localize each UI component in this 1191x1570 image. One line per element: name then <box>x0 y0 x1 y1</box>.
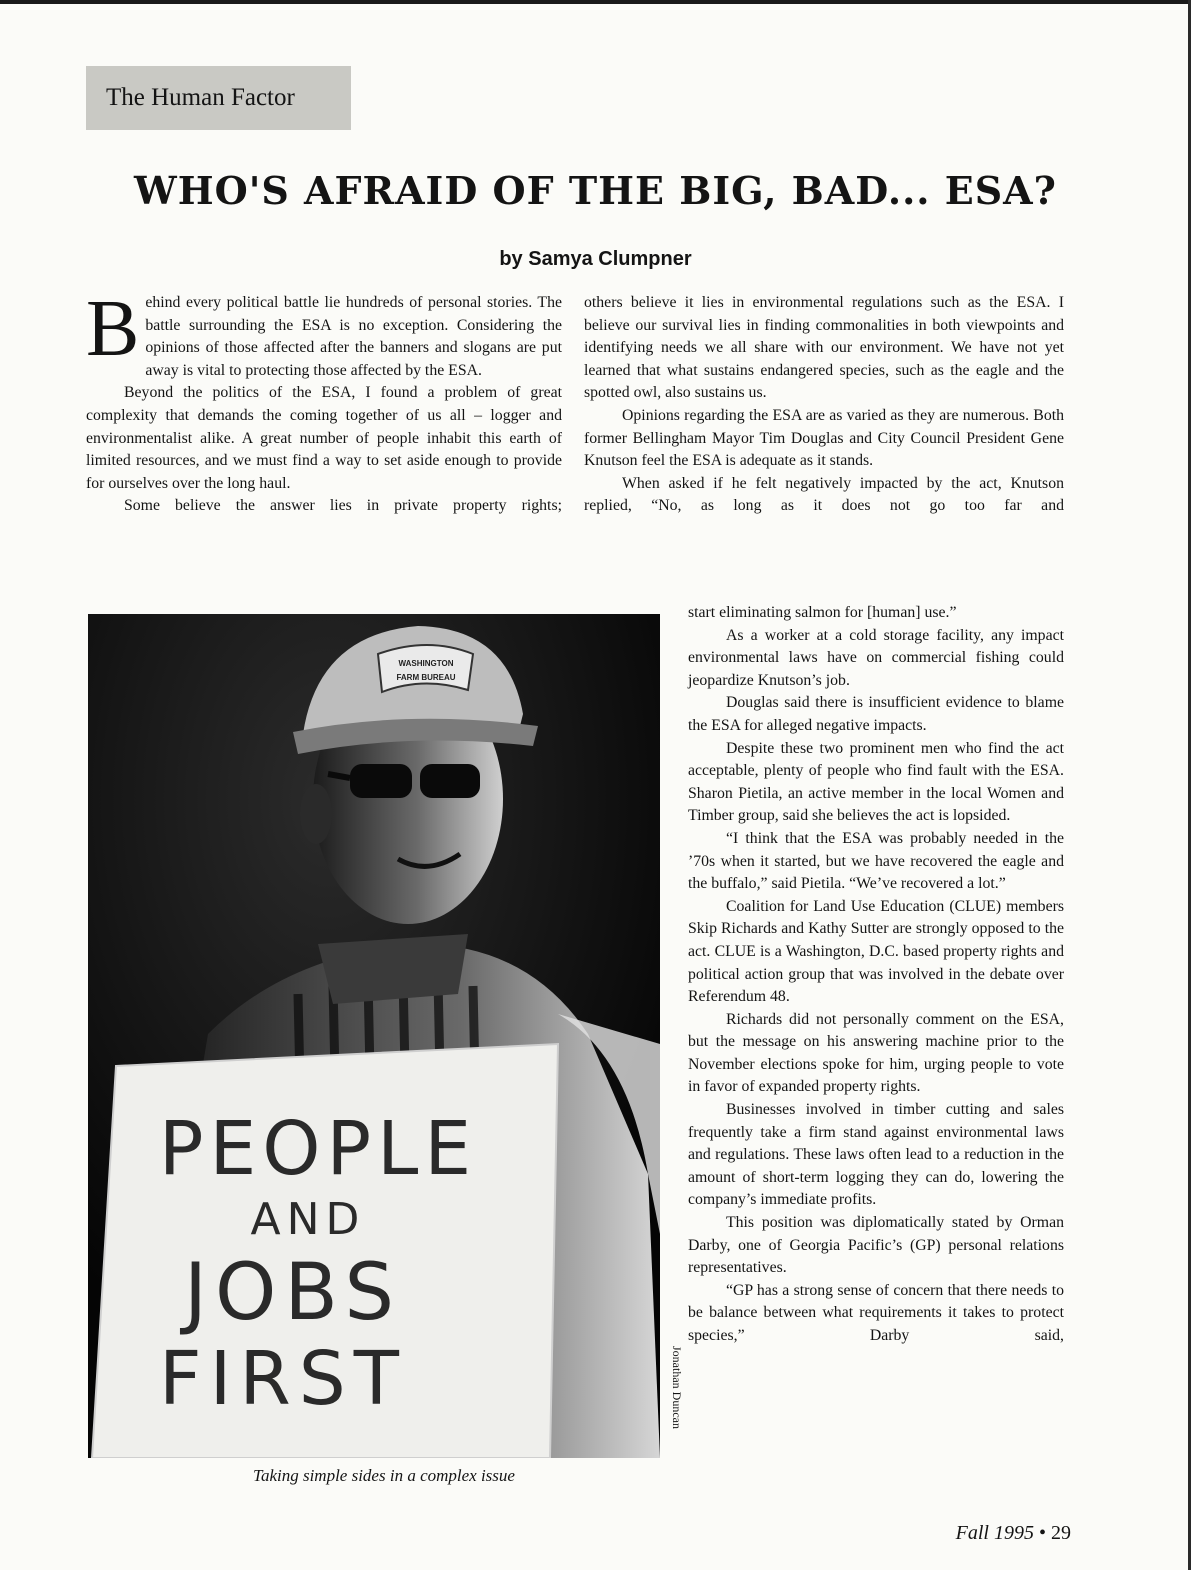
paragraph: Some believe the answer lies in private property rights; <box>124 497 562 515</box>
article-column-1 <box>86 285 562 518</box>
paragraph: As a worker at a cold storage facility, any impact environmental laws have on commercial fishing could jeopardize Knutson’s job. <box>688 626 1064 689</box>
byline: by Samya Clumpner <box>499 248 692 270</box>
top-rule <box>0 0 1191 4</box>
page-footer <box>956 1522 1071 1545</box>
paragraph: Coalition for Land Use Education (CLUE) members Skip Richards and Kathy Sutter are strongly opposed to the act. CLUE is a Washington, D.C. based property rights and political action group that was involved in the debate over Referendum 48. <box>688 897 1064 1006</box>
footer-separator: • <box>1038 1522 1046 1544</box>
cap-patch-text-1: WASHINGTON <box>398 659 454 668</box>
cap-patch-text-2: FARM BUREAU <box>396 673 456 682</box>
paragraph: Beyond the politics of the ESA, I found a problem of great complexity that demands the coming together of us all – logger and environmentalist alike. A great number of people inhabit this earth of limited resources, and we must find a way to set aside enough to provide for ourselves over the long haul. <box>86 384 562 492</box>
article-headline: WHO'S AFRAID OF THE BIG, BAD... ESA? <box>134 168 1057 213</box>
section-tag: The Human Factor <box>86 66 351 130</box>
issue-season: Fall 1995 <box>955 1522 1034 1544</box>
paragraph: Businesses involved in timber cutting and sales frequently take a firm stand against environmental laws and regulations. These laws often lead to a reduction in the amount of short-term logging they can do, lowering the company’s immediate profits. <box>688 1101 1064 1209</box>
page-number: 29 <box>1051 1522 1071 1544</box>
sign-text-line-1: PEOPLE <box>158 1106 478 1192</box>
photo-credit: Jonathan Duncan <box>670 1346 684 1429</box>
paragraph: Douglas said there is insufficient evidence to blame the ESA for alleged negative impacts. <box>688 694 1064 734</box>
paragraph-text: ehind every political battle lie hundreds of personal stories. The battle surrounding the ESA is no exception. Considering the opinions of those affected after the banners and slogans are put away is vital to protecting those affected by the ESA. <box>145 294 562 379</box>
paragraph: “I think that the ESA was probably needed in the ’70s when it started, but we have recovered the eagle and the buffalo,” said Pietila. “We’ve recovered a lot.” <box>688 829 1064 893</box>
photo-caption: Taking simple sides in a complex issue <box>253 1466 515 1485</box>
sign-text-line-3: JOBS <box>183 1248 403 1338</box>
protester-photo <box>88 614 660 1458</box>
paragraph: Opinions regarding the ESA are as varied as they are numerous. Both former Bellingham Mayor Tim Douglas and City Council President Gene Knutson feel the ESA is adequate as it stands. <box>584 406 1064 470</box>
paragraph <box>86 285 562 382</box>
paragraph: others believe it lies in environmental regulations such as the ESA. I believe our survival lies in finding commonalities in both viewpoints and identifying needs we all share with our environment. We have not yet learned that what sustains endangered species, such as the eagle and the spotted owl, also sustains us. <box>584 294 1064 402</box>
paragraph: start eliminating salmon for [human] use.” <box>688 604 957 621</box>
drop-cap: B <box>86 285 140 373</box>
sign-text-line-2: AND <box>250 1194 366 1245</box>
article-column-2 <box>584 292 1064 518</box>
paragraph: Richards did not personally comment on the ESA, but the message on his answering machine prior to the November elections spoke for him, urging people to vote in favor of expanded property rights. <box>688 1010 1064 1096</box>
paragraph: Despite these two prominent men who find the act acceptable, plenty of people who find fault with the ESA. Sharon Pietila, an active member in the local Women and Timber group, said she believes the act is lopsided. <box>688 739 1064 825</box>
paragraph: “GP has a strong sense of concern that there needs to be balance between what requirements it takes to protect species,” Darby said, <box>688 1281 1064 1344</box>
paragraph: When asked if he felt negatively impacted by the act, Knutson replied, “No, as long as it does not go too far and <box>584 474 1064 515</box>
paragraph: This position was diplomatically stated by Orman Darby, one of Georgia Pacific’s (GP) personal relations representatives. <box>688 1214 1064 1277</box>
article-column-2-wrap <box>688 602 1064 1348</box>
sign-text-line-4: FIRST <box>159 1336 407 1422</box>
